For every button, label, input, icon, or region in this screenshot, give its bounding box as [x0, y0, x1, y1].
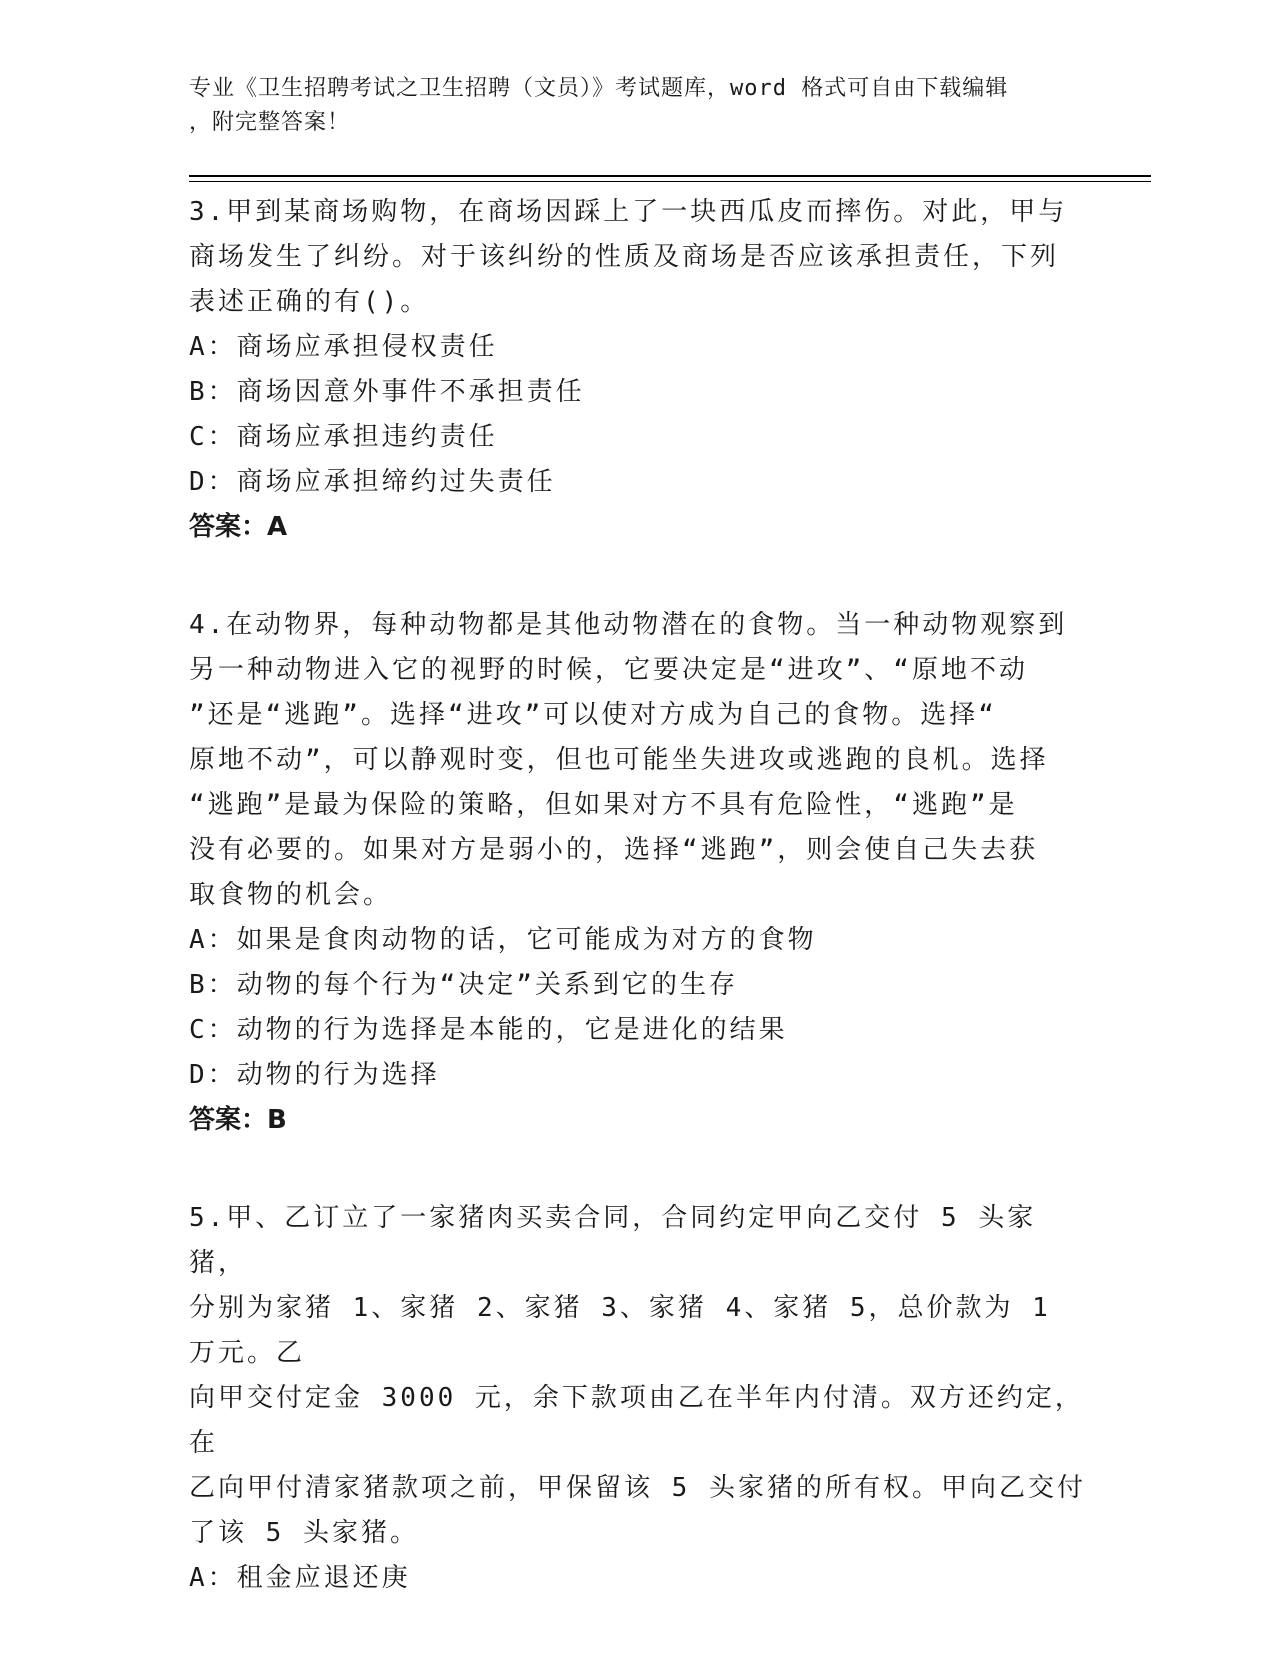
header-divider-thin	[189, 181, 1151, 182]
question-4	[189, 603, 1089, 1143]
stem-line: 另一种动物进入它的视野的时候，它要决定是“进攻”、“原地不动	[189, 655, 1028, 685]
stem-line: 原地不动”，可以静观时变，但也可能坐失进攻或逃跑的良机。选择	[189, 745, 1049, 775]
question-stem	[189, 603, 1089, 918]
stem-line: 表述正确的有()。	[189, 287, 430, 317]
option-b: B：动物的每个行为“决定”关系到它的生存	[189, 970, 738, 1000]
header-title-line-2: ，附完整答案！	[189, 110, 351, 135]
stem-line: “逃跑”是最为保险的策略，但如果对方不具有危险性，“逃跑”是	[189, 790, 1018, 820]
header-divider	[189, 175, 1151, 177]
answer-label: 答案：A	[189, 512, 288, 542]
option-a: A：租金应退还庚	[189, 1563, 411, 1593]
question-3	[189, 190, 1089, 550]
stem-line: 5.甲、乙订立了一家猪肉买卖合同，合同约定甲向乙交付 5 头家猪，	[189, 1203, 1037, 1278]
stem-line: 商场发生了纠纷。对于该纠纷的性质及商场是否应该承担责任，下列	[189, 242, 1060, 272]
stem-line: 分别为家猪 1、家猪 2、家猪 3、家猪 4、家猪 5，总价款为 1 万元。乙	[189, 1293, 1051, 1368]
question-list	[189, 190, 1089, 1654]
stem-line: 乙向甲付清家猪款项之前，甲保留该 5 头家猪的所有权。甲向乙交付	[189, 1473, 1086, 1503]
page-header	[189, 72, 1069, 140]
option-d: D：动物的行为选择	[189, 1060, 440, 1090]
question-5	[189, 1196, 1089, 1601]
stem-line: 向甲交付定金 3000 元，余下款项由乙在半年内付清。双方还约定，在	[189, 1383, 1084, 1458]
option-a: A：商场应承担侵权责任	[189, 332, 498, 362]
stem-line: 取食物的机会。	[189, 880, 393, 910]
stem-line: 没有必要的。如果对方是弱小的，选择“逃跑”，则会使自己失去获	[189, 835, 1039, 865]
stem-line: 4.在动物界，每种动物都是其他动物潜在的食物。当一种动物观察到	[189, 610, 1068, 640]
header-title-line-1: 专业《卫生招聘考试之卫生招聘（文员）》考试题库，word 格式可自由下载编辑	[189, 76, 1009, 101]
stem-line: 了该 5 头家猪。	[189, 1518, 419, 1548]
question-stem	[189, 1196, 1089, 1556]
option-d: D：商场应承担缔约过失责任	[189, 467, 556, 497]
option-b: B：商场因意外事件不承担责任	[189, 377, 585, 407]
answer-label: 答案：B	[189, 1105, 287, 1135]
option-c: C：动物的行为选择是本能的，它是进化的结果	[189, 1015, 788, 1045]
question-stem	[189, 190, 1089, 325]
option-a: A：如果是食肉动物的话，它可能成为对方的食物	[189, 925, 817, 955]
option-c: C：商场应承担违约责任	[189, 422, 498, 452]
stem-line: 3.甲到某商场购物，在商场因踩上了一块西瓜皮而摔伤。对此，甲与	[189, 197, 1068, 227]
stem-line: ”还是“逃跑”。选择“进攻”可以使对方成为自己的食物。选择“	[189, 700, 997, 730]
